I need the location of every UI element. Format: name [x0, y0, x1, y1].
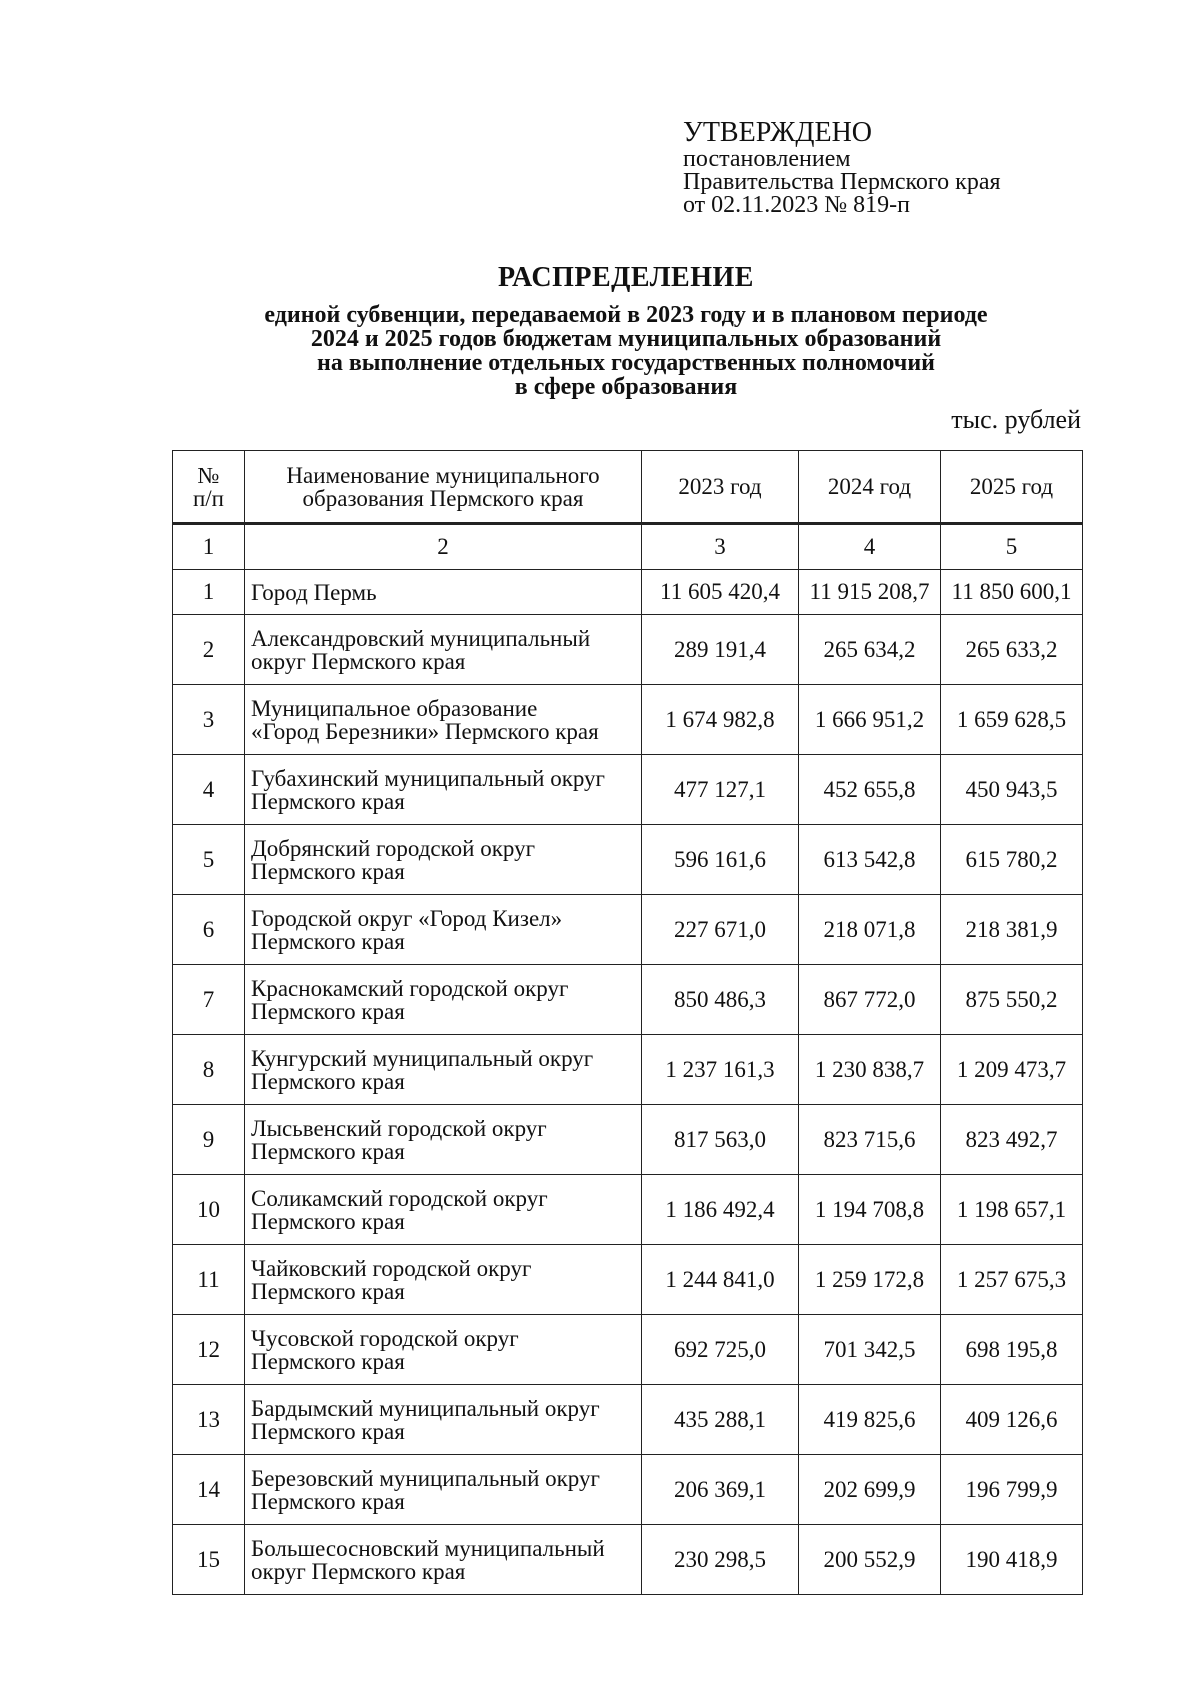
header-2023: 2023 год — [642, 451, 799, 524]
municipality-name — [245, 1315, 642, 1385]
header-number — [173, 451, 245, 524]
municipality-name-line-1: Бардымский муниципальный округ — [251, 1395, 600, 1421]
subtitle-line-3: на выполнение отдельных государственных полномочий — [317, 350, 935, 376]
value-2024: 11 915 208,7 — [799, 570, 941, 615]
table-row — [173, 1035, 1083, 1105]
value-2023: 230 298,5 — [642, 1525, 799, 1595]
value-2025: 823 492,7 — [941, 1105, 1083, 1175]
municipality-name-line-2: Пермского края — [251, 1418, 405, 1444]
value-2025: 1 209 473,7 — [941, 1035, 1083, 1105]
municipality-name — [245, 1385, 642, 1455]
column-index-row — [173, 524, 1083, 570]
value-2025: 698 195,8 — [941, 1315, 1083, 1385]
value-2024: 1 194 708,8 — [799, 1175, 941, 1245]
value-2024: 218 071,8 — [799, 895, 941, 965]
value-2023: 227 671,0 — [642, 895, 799, 965]
row-number: 2 — [173, 615, 245, 685]
table-row — [173, 965, 1083, 1035]
municipality-name-line-1: Березовский муниципальный округ — [251, 1465, 600, 1491]
municipality-name-line-1: Большесосновский муниципальный — [251, 1535, 605, 1561]
table-row — [173, 1385, 1083, 1455]
value-2025: 11 850 600,1 — [941, 570, 1083, 615]
row-number: 12 — [173, 1315, 245, 1385]
municipality-name — [245, 965, 642, 1035]
table-row — [173, 570, 1083, 615]
value-2025: 1 659 628,5 — [941, 685, 1083, 755]
value-2023: 11 605 420,4 — [642, 570, 799, 615]
value-2023: 1 244 841,0 — [642, 1245, 799, 1315]
municipality-name-line-2: округ Пермского края — [251, 648, 466, 674]
header-name — [245, 451, 642, 524]
table-row — [173, 1455, 1083, 1525]
table-row — [173, 755, 1083, 825]
municipality-name — [245, 895, 642, 965]
table-header-row — [173, 451, 1083, 524]
row-number: 15 — [173, 1525, 245, 1595]
municipality-name — [245, 1105, 642, 1175]
municipality-name-line-1: Лысьвенский городской округ — [251, 1115, 547, 1141]
municipality-name-line-1: Кунгурский муниципальный округ — [251, 1045, 594, 1071]
value-2024: 867 772,0 — [799, 965, 941, 1035]
approval-line-2: Правительства Пермского края — [683, 169, 1001, 195]
municipality-name — [245, 685, 642, 755]
value-2024: 701 342,5 — [799, 1315, 941, 1385]
municipality-name-line-2: Пермского края — [251, 1278, 405, 1304]
subtitle-line-2: 2024 и 2025 годов бюджетам муниципальных образований — [310, 326, 942, 352]
value-2024: 202 699,9 — [799, 1455, 941, 1525]
document-title: РАСПРЕДЕЛЕНИЕ — [498, 262, 754, 293]
header-name-line-2: образования Пермского края — [302, 485, 584, 511]
table-row — [173, 895, 1083, 965]
municipality-name-line-1: Город Пермь — [251, 579, 377, 605]
value-2024: 823 715,6 — [799, 1105, 941, 1175]
value-2023: 435 288,1 — [642, 1385, 799, 1455]
municipality-name-line-1: Добрянский городской округ — [251, 835, 536, 861]
column-index: 1 — [173, 524, 245, 570]
municipality-name — [245, 755, 642, 825]
value-2024: 419 825,6 — [799, 1385, 941, 1455]
row-number: 11 — [173, 1245, 245, 1315]
value-2023: 850 486,3 — [642, 965, 799, 1035]
row-number: 10 — [173, 1175, 245, 1245]
header-2025: 2025 год — [941, 451, 1083, 524]
table-row — [173, 825, 1083, 895]
value-2025: 615 780,2 — [941, 825, 1083, 895]
value-2024: 265 634,2 — [799, 615, 941, 685]
value-2023: 1 674 982,8 — [642, 685, 799, 755]
value-2024: 200 552,9 — [799, 1525, 941, 1595]
municipality-name-line-2: Пермского края — [251, 1208, 405, 1234]
column-index: 5 — [941, 524, 1083, 570]
value-2023: 289 191,4 — [642, 615, 799, 685]
row-number: 13 — [173, 1385, 245, 1455]
header-number-line-2: п/п — [192, 485, 224, 511]
value-2023: 1 237 161,3 — [642, 1035, 799, 1105]
table-row — [173, 1175, 1083, 1245]
column-index: 3 — [642, 524, 799, 570]
value-2025: 875 550,2 — [941, 965, 1083, 1035]
row-number: 3 — [173, 685, 245, 755]
value-2025: 409 126,6 — [941, 1385, 1083, 1455]
value-2025: 450 943,5 — [941, 755, 1083, 825]
municipality-name-line-2: Пермского края — [251, 1348, 405, 1374]
municipality-name — [245, 615, 642, 685]
municipality-name — [245, 1175, 642, 1245]
municipality-name — [245, 1455, 642, 1525]
header-name-line-1: Наименование муниципального — [286, 462, 600, 488]
value-2025: 1 198 657,1 — [941, 1175, 1083, 1245]
municipality-name-line-2: округ Пермского края — [251, 1558, 466, 1584]
municipality-name-line-1: Муниципальное образование — [251, 695, 538, 721]
value-2024: 452 655,8 — [799, 755, 941, 825]
municipality-name — [245, 1525, 642, 1595]
municipality-name-line-1: Губахинский муниципальный округ — [251, 765, 605, 791]
value-2024: 1 259 172,8 — [799, 1245, 941, 1315]
value-2023: 1 186 492,4 — [642, 1175, 799, 1245]
municipality-name-line-2: Пермского края — [251, 788, 405, 814]
table-row — [173, 1315, 1083, 1385]
municipality-name — [245, 1245, 642, 1315]
municipality-name-line-2: Пермского края — [251, 1138, 405, 1164]
municipality-name-line-2: Пермского края — [251, 928, 405, 954]
header-2024: 2024 год — [799, 451, 941, 524]
municipality-name-line-2: «Город Березники» Пермского края — [251, 718, 599, 744]
table-row — [173, 1245, 1083, 1315]
subtitle-line-1: единой субвенции, передаваемой в 2023 году и в плановом периоде — [264, 302, 988, 328]
row-number: 7 — [173, 965, 245, 1035]
value-2025: 190 418,9 — [941, 1525, 1083, 1595]
table-row — [173, 685, 1083, 755]
value-2025: 1 257 675,3 — [941, 1245, 1083, 1315]
value-2025: 196 799,9 — [941, 1455, 1083, 1525]
municipality-name-line-1: Александровский муниципальный — [251, 625, 591, 651]
document-subtitle — [100, 303, 1152, 399]
table-row — [173, 1525, 1083, 1595]
value-2024: 613 542,8 — [799, 825, 941, 895]
approval-block — [683, 118, 1123, 217]
column-index: 2 — [245, 524, 642, 570]
value-2023: 596 161,6 — [642, 825, 799, 895]
approval-line-3: от 02.11.2023 № 819-п — [683, 192, 911, 218]
municipality-name-line-2: Пермского края — [251, 1068, 405, 1094]
subtitle-line-4: в сфере образования — [514, 374, 738, 400]
municipality-name-line-1: Чайковский городской округ — [251, 1255, 532, 1281]
municipality-name-line-2: Пермского края — [251, 1488, 405, 1514]
value-2025: 265 633,2 — [941, 615, 1083, 685]
row-number: 14 — [173, 1455, 245, 1525]
municipality-name — [245, 1035, 642, 1105]
row-number: 5 — [173, 825, 245, 895]
value-2023: 692 725,0 — [642, 1315, 799, 1385]
value-2023: 817 563,0 — [642, 1105, 799, 1175]
municipality-name-line-1: Краснокамский городской округ — [251, 975, 569, 1001]
row-number: 9 — [173, 1105, 245, 1175]
table-row — [173, 1105, 1083, 1175]
units-label: тыс. рублей — [951, 405, 1081, 434]
approval-heading: УТВЕРЖДЕНО — [683, 117, 873, 148]
value-2023: 477 127,1 — [642, 755, 799, 825]
row-number: 1 — [173, 570, 245, 615]
value-2025: 218 381,9 — [941, 895, 1083, 965]
table-row — [173, 615, 1083, 685]
distribution-table — [172, 450, 1083, 1595]
value-2024: 1 230 838,7 — [799, 1035, 941, 1105]
header-number-line-1: № — [197, 462, 220, 488]
approval-line-1: постановлением — [683, 146, 851, 172]
municipality-name-line-1: Соликамский городской округ — [251, 1185, 548, 1211]
municipality-name-line-1: Чусовской городской округ — [251, 1325, 519, 1351]
municipality-name-line-2: Пермского края — [251, 998, 405, 1024]
municipality-name — [245, 825, 642, 895]
value-2023: 206 369,1 — [642, 1455, 799, 1525]
row-number: 4 — [173, 755, 245, 825]
row-number: 8 — [173, 1035, 245, 1105]
column-index: 4 — [799, 524, 941, 570]
municipality-name-line-1: Городской округ «Город Кизел» — [251, 905, 563, 931]
value-2024: 1 666 951,2 — [799, 685, 941, 755]
municipality-name-line-2: Пермского края — [251, 858, 405, 884]
row-number: 6 — [173, 895, 245, 965]
municipality-name — [245, 570, 642, 615]
